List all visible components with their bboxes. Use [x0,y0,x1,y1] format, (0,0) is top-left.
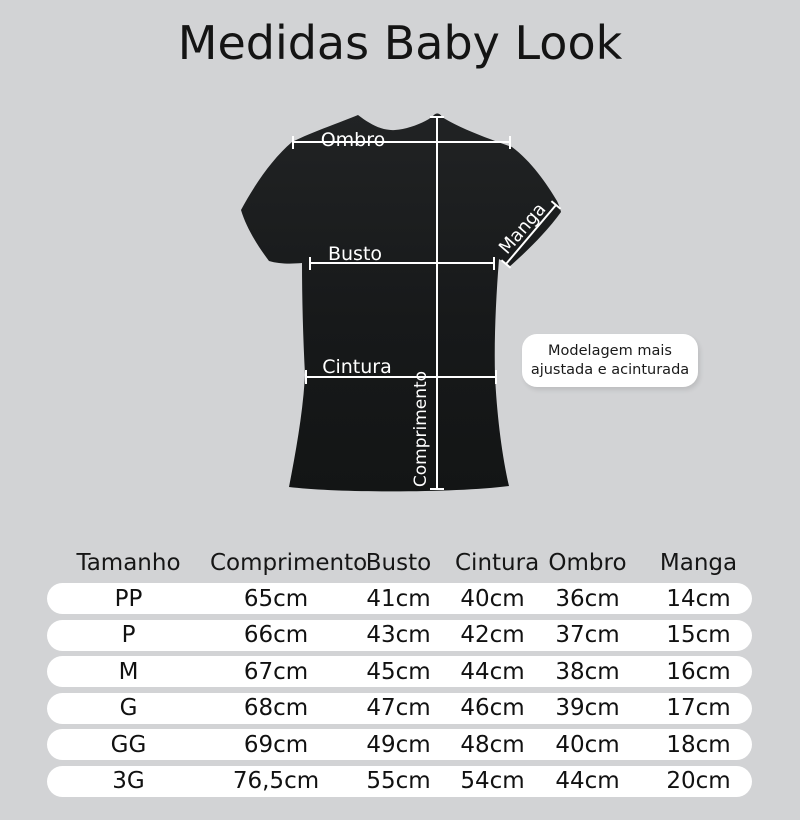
cell-size: G [119,695,138,721]
note-text [531,342,689,380]
ombro-label: Ombro [320,129,386,151]
cell-cintura: 54cm [460,768,525,794]
manga-label: Manga [494,198,551,259]
cell-ombro: 37cm [555,622,620,648]
busto-label: Busto [327,243,383,265]
cell-manga: 17cm [666,695,731,721]
header-tamanho: Tamanho [76,550,181,576]
cell-cintura: 46cm [460,695,525,721]
cell-cintura: 44cm [460,658,525,685]
cintura-label: Cintura [322,356,392,378]
cell-busto: 43cm [366,622,431,648]
cell-cintura: 48cm [460,731,525,758]
cell-size: PP [114,585,143,612]
cell-ombro: 39cm [555,695,620,721]
table-row [47,766,752,797]
table-header [47,548,752,578]
cell-cintura: 40cm [460,585,525,612]
cell-busto: 45cm [366,658,431,685]
note-box [522,334,698,387]
cell-ombro: 36cm [555,585,620,612]
note-line-2: ajustada e acinturada [530,361,690,378]
note-line-1: Modelagem mais [548,342,672,359]
header-comprimento: Comprimento [210,550,368,576]
cell-manga: 15cm [666,622,731,648]
cell-cintura: 42cm [460,622,525,648]
cell-busto: 47cm [366,695,431,721]
header-manga: Manga [659,550,738,576]
cell-manga: 14cm [666,585,731,612]
cell-manga: 20cm [666,768,731,794]
cell-comprimento: 68cm [243,695,309,721]
cell-manga: 18cm [666,731,731,758]
cell-busto: 49cm [366,731,431,758]
cell-comprimento: 66cm [243,622,309,648]
cell-comprimento: 76,5cm [232,768,320,794]
header-busto: Busto [365,550,432,576]
cell-comprimento: 67cm [243,658,309,685]
table-row [47,693,752,724]
cell-ombro: 44cm [555,768,620,794]
size-table [47,583,752,797]
cell-busto: 55cm [366,768,431,794]
cell-manga: 16cm [666,658,731,685]
comprimento-label: Comprimento [411,370,431,488]
table-row [47,620,752,651]
header-ombro: Ombro [548,550,627,576]
cell-size: GG [110,731,147,758]
table-row [47,729,752,760]
page-title: Medidas Baby Look [177,16,623,70]
cell-size: P [121,622,136,648]
cell-busto: 41cm [366,585,431,612]
tshirt-silhouette [241,113,561,491]
cell-comprimento: 69cm [243,731,309,758]
cell-ombro: 40cm [555,731,620,758]
cell-size: 3G [112,768,145,794]
header-cintura: Cintura [455,550,540,576]
cell-size: M [118,658,139,685]
table-row [47,656,752,687]
cell-comprimento: 65cm [243,585,309,612]
table-row [47,583,752,614]
cell-ombro: 38cm [555,658,620,685]
